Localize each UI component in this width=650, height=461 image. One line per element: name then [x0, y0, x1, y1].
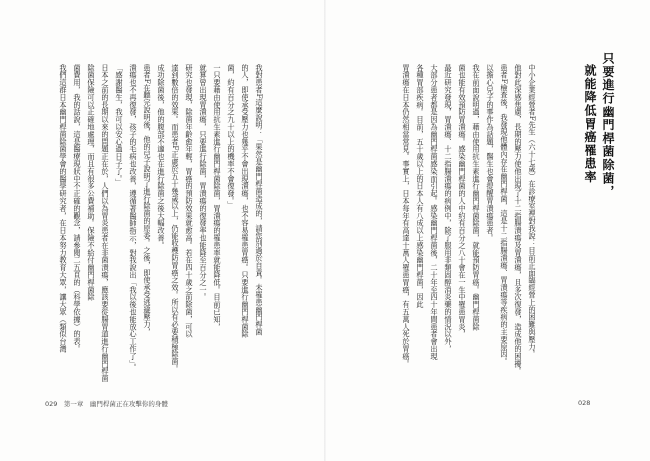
left-text-column: 的人，即使承受壓力也幾乎不會出現潰瘍，也不容易罹患胃癌。只要進行幽門桿菌除: [241, 64, 250, 338]
right-text-column: 大部分患者都是因為幽門桿菌感染而引起。感染幽門桿菌後，二十年至四十年間患者會出現: [430, 64, 439, 360]
right-text-column: 胃潰瘍在日本仍然相當常見。事實上，日本每年有高達十萬人罹患胃癌，有五萬人死於胃癌。: [402, 64, 411, 368]
right-text-column: 患者F檢查後，我發現他體內存在幽門桿菌，這是十二指腸潰瘍、胃潰瘍等疾病的主要原因。: [500, 64, 509, 366]
right-text-column: 菌也能有效預防胃潰瘍。感染幽門桿菌的人中約有百分之八十會在一生中罹患胃炎，: [458, 64, 467, 338]
left-text-column: 潰瘍也不再復發，孩子的毛病也改善，遵循著醫師指示，對我說出「我以後也能放心工作了」。: [129, 64, 138, 372]
page-gutter: [324, 0, 326, 461]
left-text-column: 日本之前的長期以來的問題正在於，人們以為胃炎患者在非菌潰瘍，應該要從腸胃道進行幽門桿菌: [101, 64, 110, 383]
left-text-column: 「感謝醫生，我可以安心過日子了。」: [115, 64, 124, 187]
right-page-number: 028: [578, 399, 591, 407]
left-text-column: 患者F在聽完說明後，他的兒子說明了進行除菌的原委。之後，即使承受逃避壓力，: [143, 64, 152, 336]
left-text-column: 就算曾出現胃潰瘍，只要進行除菌，胃潰瘍的復發率也能降至百分之一。: [199, 64, 208, 301]
chapter-title-line-2: 就能降低胃癌罹患率: [583, 64, 597, 184]
right-text-column: 我在前面說明過，藉由使用抗生素進行幽門桿菌除菌，就能預防胃癌。幽門桿菌除: [472, 64, 481, 331]
right-text-column: 他對此深感焦慮，長期的壓力使他出現了十二指腸潰瘍及胃潰瘍，且多次復發，造成他的困擾。: [514, 64, 523, 375]
left-text-column: 研究也發現，除菌年齡愈年輕，胃癌的預防效果就愈高。若在四十歲之前除菌，可以: [185, 64, 194, 338]
left-text-column: 菌，約有百分之九十以上的機率不會復發。」: [227, 64, 236, 209]
chapter-title-line-1: 只要進行幽門桿菌除菌，: [601, 52, 615, 199]
right-text-column: 各種胃部疾病。目前，五十歲以上的日本人有八成以上感染幽門桿菌，因此: [416, 64, 425, 309]
right-text-column: 最近研究發現，胃潰瘍、十二指腸潰瘍的病例中，除了服用非類固醇消炎藥的情況以外，: [444, 64, 453, 353]
left-text-column: 成功除菌後，他的腹部不適也在進行除菌之後大幅改善。: [157, 64, 166, 249]
left-text-column: 達到數倍的效果。而患者F正處於五十幾歲以上，仍能收穫防胃癌之效。所以有必要積極除菌。: [171, 64, 180, 373]
left-text-column: 一只要藉由使用抗生素進行幽門桿菌除菌，胃潰瘍的罹患率就能降低。目前已知，: [213, 64, 222, 331]
right-text-column: 中小企業經營者F先生（六十七歲）在診療室裡對我說：目前正面臨經營上的困難與壓力。: [528, 64, 537, 358]
left-page-footer: 029 第一章 幽門桿菌正在攻擊你的身體: [45, 400, 168, 408]
right-text-column: 以擔心兒子的事作為話題，醫生也會提醒胃潰瘍患者。: [486, 64, 495, 242]
left-text-column: 除菌保險可以正確地處理，而且有很多公費補助。保險不給付幽門桿菌除: [87, 64, 96, 301]
left-text-column: 我對患者F這麼說明：「果然是幽門桿菌造成的，請您別過於自責。未罹患幽門桿菌: [255, 64, 264, 336]
left-text-column: 我們這群日本幽門桿菌除菌學會的醫學研究者，在日本努力教育大眾，讓大眾（類似台灣: [59, 64, 68, 353]
left-text-column: 菌費用，我的話說，這是醫療現狀中不正確的觀念，請參閱二五頁的（科學依據）的表。: [73, 64, 82, 353]
